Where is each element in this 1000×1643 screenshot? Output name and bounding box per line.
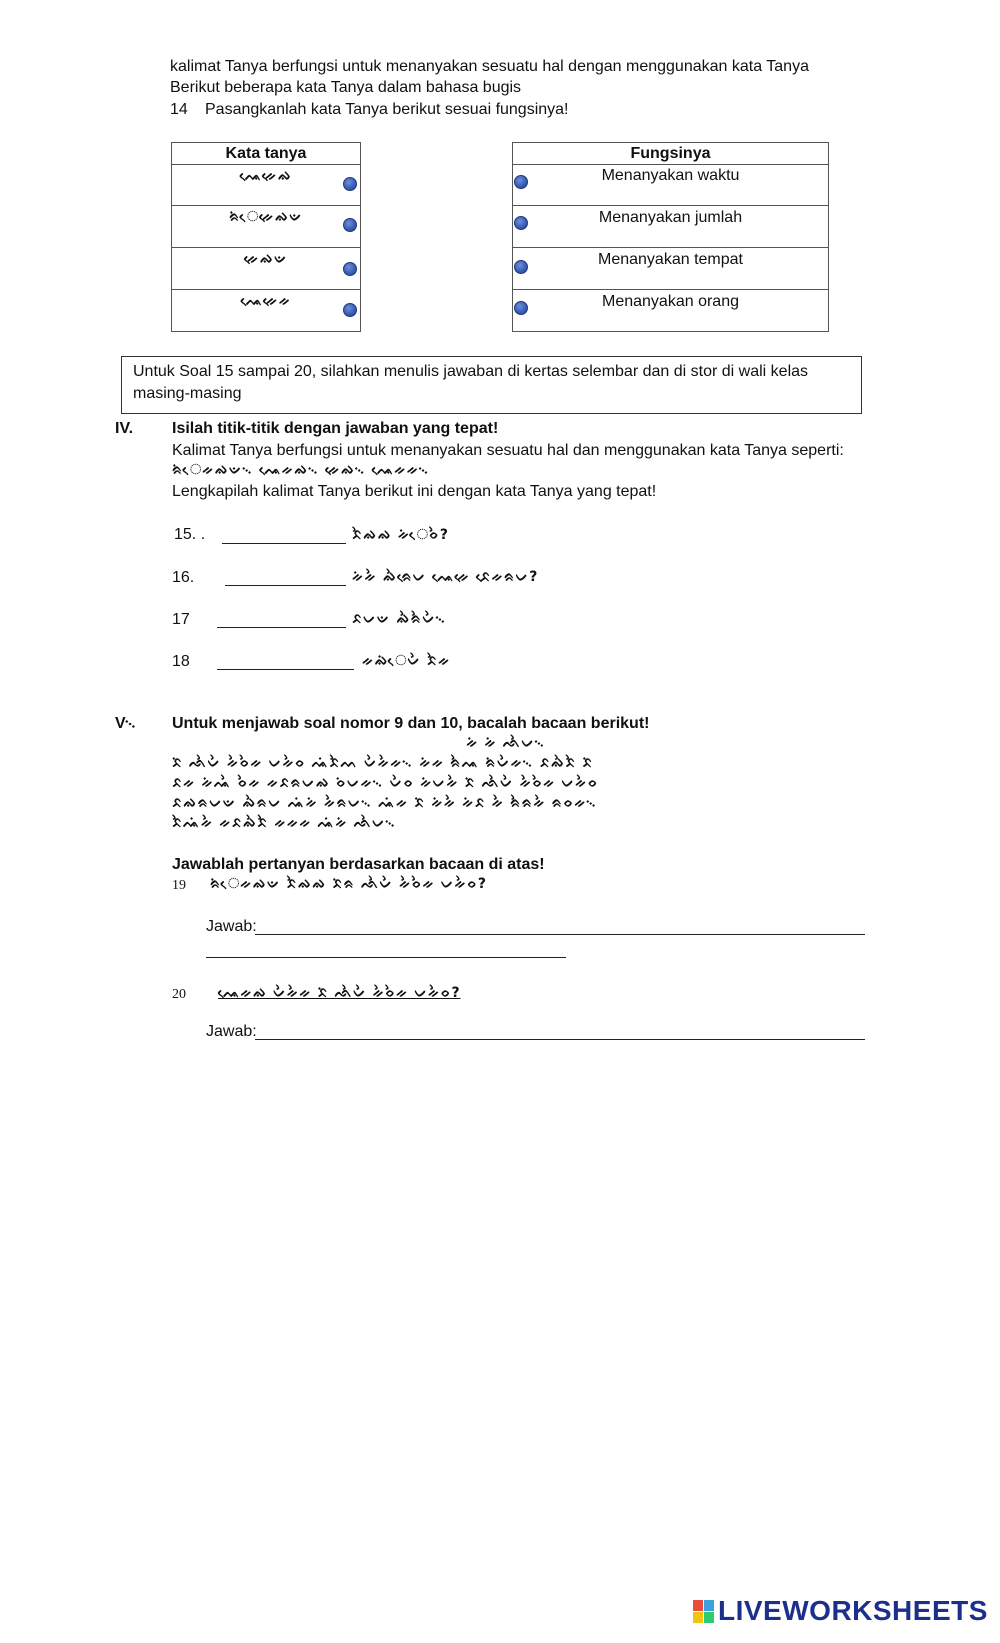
q17-sentence: ᨅᨆᨉ ᨁᨛᨑᨛᨆᨛ᨞ (352, 611, 447, 627)
fungsinya-header: Fungsinya (630, 145, 711, 162)
q19-answer-line-2[interactable] (206, 957, 566, 958)
section-5-heading: Untuk menjawab soal nomor 9 dan 10, bacalah bacaan berikut! (172, 715, 650, 732)
match-connector-right[interactable] (514, 301, 528, 315)
table-divider (512, 164, 829, 165)
q19-answer-line[interactable] (255, 934, 865, 935)
table-divider (512, 247, 829, 248)
q17-number: 17 (172, 611, 190, 628)
q18-sentence: ᨀᨁᨗᨙᨆᨛ ᨅᨛᨀ (362, 653, 451, 669)
table-divider (171, 247, 361, 248)
liveworksheets-logo-icon (693, 1600, 715, 1624)
match-connector-left[interactable] (343, 262, 357, 276)
kata-tanya-item: ᨕᨙᨀᨙᨁ (239, 168, 293, 184)
kata-tanya-item: ᨀᨙᨁᨉ (244, 251, 288, 267)
question-14-number: 14 (170, 101, 188, 118)
q16-answer-blank[interactable] (225, 585, 346, 586)
bugis-question-words: ᨑᨗᨙᨀᨁᨉ᨞ ᨕᨙᨀᨁ᨞ ᨀᨙᨁ᨞ ᨕᨙᨀᨀ᨞ (172, 462, 430, 478)
q19-number: 19 (172, 878, 186, 893)
q15-sentence: ᨅᨛᨁᨁ ᨀᨗᨙᨔᨛ? (352, 527, 449, 543)
liveworksheets-logo[interactable]: LIVEWORKSHEETS (718, 1595, 988, 1626)
match-connector-right[interactable] (514, 175, 528, 189)
section-5-numeral: V᨞ (115, 715, 137, 732)
intro-line-2: Berikut beberapa kata Tanya dalam bahasa bugis (170, 79, 522, 96)
q20-answer-line[interactable] (255, 1039, 865, 1040)
q17-answer-blank[interactable] (217, 627, 346, 628)
answer-section-heading: Jawablah pertanyan berdasarkan bacaan di atas! (172, 856, 545, 873)
q18-answer-blank[interactable] (217, 669, 354, 670)
q20-answer-label: Jawab: (206, 1023, 257, 1040)
q20-number: 20 (172, 987, 186, 1002)
match-connector-left[interactable] (343, 218, 357, 232)
fungsinya-item: Menanyakan tempat (598, 251, 743, 268)
q16-number: 16. (172, 569, 195, 586)
q19-answer-label: Jawab: (206, 918, 257, 935)
match-connector-right[interactable] (514, 216, 528, 230)
q18-number: 18 (172, 653, 190, 670)
table-divider (171, 164, 361, 165)
story-line: ᨅᨗ ᨒᨛᨆᨛ ᨀᨛᨔᨛᨀ ᨆᨀᨛᨔ ᨕᨗᨅᨛᨓ ᨆᨛᨀᨛᨀ᨞ ᨀᨗᨀ ᨑᨛᨕ ᨑᨗᨆᨛᨀ᨞ ᨅᨁᨛᨅᨛ ᨅᨗ (172, 755, 594, 771)
match-connector-left[interactable] (343, 177, 357, 191)
table-divider (512, 205, 829, 206)
fungsinya-item: Menanyakan waktu (601, 167, 740, 184)
section-4-numeral: IV. (115, 420, 134, 437)
notice-line-1: Untuk Soal 15 sampai 20, silahkan menulis jawaban di kertas selembar dan di stor di wali kelas (133, 363, 809, 380)
q15-answer-blank[interactable] (222, 543, 346, 544)
q15-number: 15. . (174, 526, 206, 543)
section-4-heading: Isilah titik-titik dengan jawaban yang tepat! (172, 420, 499, 437)
q20-question: ᨕᨙᨀᨁ ᨆᨛᨀᨛᨀ ᨅᨗ ᨒᨛᨆᨛ ᨀᨛᨔᨛᨀ ᨆᨀᨛᨔ? (218, 985, 461, 1001)
match-connector-left[interactable] (343, 303, 357, 317)
kata-tanya-item: ᨑᨗᨙᨀᨙᨁᨉ (229, 209, 303, 225)
notice-line-2: masing-masing (133, 385, 242, 402)
kata-tanya-item: ᨕᨙᨀᨙᨀ (240, 293, 292, 309)
fungsinya-item: Menanyakan orang (602, 293, 739, 310)
q16-sentence: ᨀᨗᨀᨛ ᨁᨛᨑᨙᨆ ᨕᨙᨀᨙ ᨅᨙᨀᨑᨆ? (352, 569, 539, 585)
story-line: ᨅᨀ ᨀᨗᨕᨛ ᨔᨛᨀ ᨀᨅᨑᨆᨁ ᨔᨗᨆᨀ᨞ ᨆᨛᨔ ᨀᨗᨆᨀᨛ ᨅᨗ ᨒᨛᨆᨛ ᨀᨛᨔᨛᨀ ᨆᨀᨛᨔ (172, 775, 599, 791)
section-4-description: Kalimat Tanya berfungsi untuk menanyakan sesuatu hal dan menggunakan kata Tanya seperti: (172, 442, 844, 459)
story-title: ᨀᨗ ᨀᨗ ᨒᨛᨆ᨞ (466, 735, 546, 751)
intro-line-1: kalimat Tanya berfungsi untuk menanyakan sesuatu hal dengan menggunakan kata Tanya (170, 58, 809, 75)
question-14-text: Pasangkanlah kata Tanya berikut sesuai fungsinya! (205, 101, 569, 118)
story-line: ᨅᨛᨕᨗᨀᨛ ᨀᨅᨁᨛᨅᨛ ᨀᨀᨀ ᨕᨗᨀᨗ ᨒᨛᨆ᨞ (172, 815, 397, 831)
kata-tanya-header: Kata tanya (225, 145, 307, 162)
match-connector-right[interactable] (514, 260, 528, 274)
story-line: ᨅᨁᨑᨆᨉ ᨁᨛᨑᨆ ᨕᨗᨀᨗ ᨀᨛᨑᨆ᨞ ᨕᨗᨀ ᨅᨗ ᨀᨗᨀᨛ ᨀᨗᨅ ᨀᨛ ᨑᨛᨑᨀᨛ ᨑᨔᨀ᨞ (172, 795, 598, 811)
fungsinya-item: Menanyakan jumlah (598, 209, 743, 226)
table-divider (512, 289, 829, 290)
table-divider (171, 205, 361, 206)
q19-question: ᨑᨗᨙᨀᨁᨉ ᨅᨛᨁᨁ ᨅᨗᨑ ᨒᨛᨆᨛ ᨀᨛᨔᨛᨀ ᨆᨀᨛᨔ? (210, 876, 488, 892)
section-4-instruction: Lengkapilah kalimat Tanya berikut ini dengan kata Tanya yang tepat! (172, 483, 657, 500)
table-divider (171, 289, 361, 290)
